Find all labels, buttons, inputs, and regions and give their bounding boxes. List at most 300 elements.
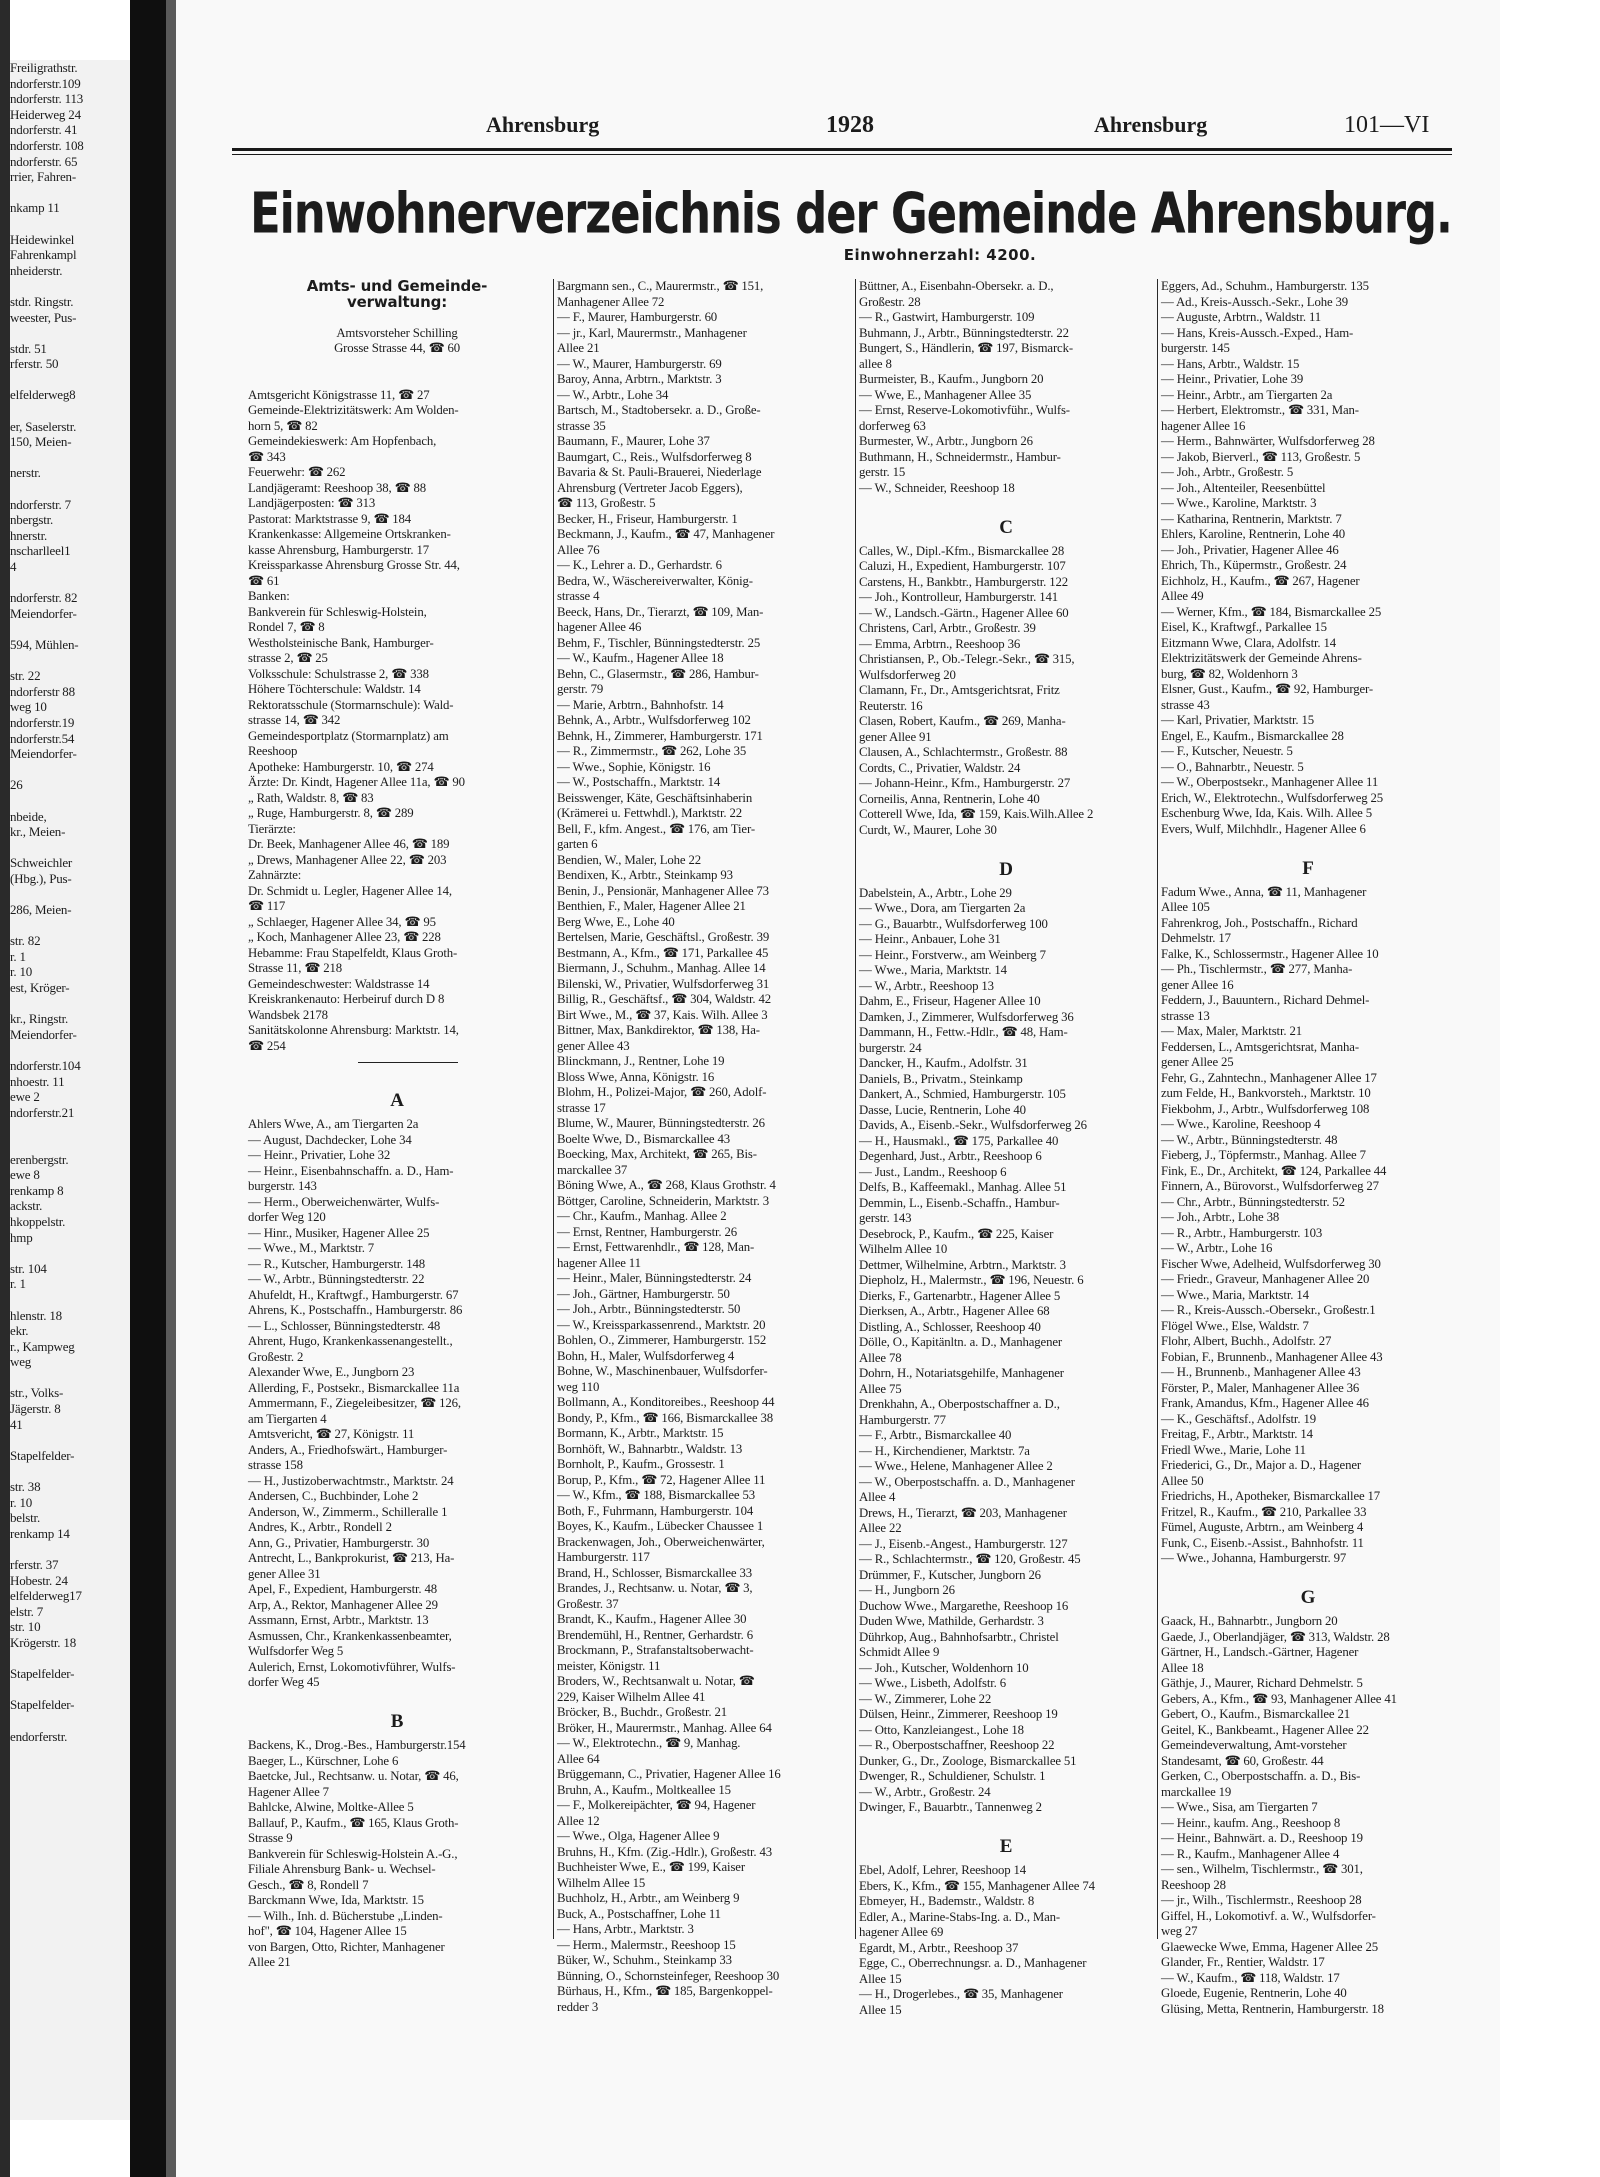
directory-entry-line: Wilhelm Allee 15 — [557, 1875, 646, 1890]
directory-entry-line: — Heinr., Eisenbahnschaffn. a. D., Ham- — [248, 1163, 454, 1178]
directory-entry-line: Buchheister Wwe, E., ☎ 199, Kaiser — [557, 1860, 745, 1874]
directory-entry-line: weg 27 — [1161, 1924, 1198, 1938]
directory-entry-line: Baeger, L., Kürschner, Lohe 6 — [248, 1753, 399, 1768]
directory-entry-line: Westholsteinische Bank, Hamburger- — [248, 635, 434, 650]
directory-entry-line: — W., Kaufm., Hagener Allee 18 — [557, 651, 724, 665]
column-divider — [553, 279, 554, 1939]
alphabet-section-letter: A — [390, 1090, 404, 1111]
directory-column-4 — [1161, 279, 1455, 2016]
directory-entry-line: Büttner, A., Eisenbahn-Obersekr. a. D., — [859, 279, 1054, 293]
directory-entry-line: Ärzte: Dr. Kindt, Hagener Allee 11a, ☎ 90 — [248, 775, 465, 789]
alphabet-section-letter: D — [999, 858, 1013, 880]
facing-page-line: str. 22 — [10, 668, 41, 684]
directory-entry-line: Bornholt, P., Kaufm., Grossestr. 1 — [557, 1457, 725, 1471]
directory-entry-line: Cotterell Wwe, Ida, ☎ 159, Kais.Wilh.Allee 2 — [859, 807, 1094, 821]
directory-entry-line: Hamburgerstr. 77 — [859, 1412, 946, 1427]
facing-page-line: elfelderweg8 — [10, 387, 76, 403]
directory-entry-line: Pastorat: Marktstrasse 9, ☎ 184 — [248, 511, 412, 526]
directory-entry-line: Gaack, H., Bahnarbtr., Jungborn 20 — [1161, 1614, 1338, 1628]
directory-entry-line: Allee 21 — [557, 341, 600, 355]
facing-page-line — [10, 840, 130, 856]
directory-entry-line: Bartsch, M., Stadtobersekr. a. D., Große- — [557, 403, 761, 417]
directory-entry-line: Elsner, Gust., Kaufm., ☎ 92, Hamburger- — [1161, 682, 1374, 696]
facing-page-line: Schweichler — [10, 855, 73, 871]
facing-page-line: Meiendorfer- — [10, 746, 77, 762]
directory-entry-line: Ebel, Adolf, Lehrer, Reeshoop 14 — [859, 1863, 1027, 1877]
directory-entry-line: strasse 35 — [557, 418, 606, 433]
directory-entry-line: Daniels, B., Privatm., Steinkamp — [859, 1071, 1023, 1086]
directory-entry-line: Bormann, K., Arbtr., Marktstr. 15 — [557, 1426, 724, 1440]
header-rule-thin — [232, 154, 1452, 155]
official-line: Amtsvorsteher Schilling — [336, 325, 458, 340]
directory-entry-line: Demmin, L., Eisenb.-Schaffn., Hambur- — [859, 1195, 1060, 1210]
directory-entry-line: — Heinr., Forstverw., am Weinberg 7 — [859, 947, 1046, 962]
directory-entry-line: Apel, F., Expedient, Hamburgerstr. 48 — [248, 1582, 438, 1596]
directory-entry-line: Dierks, F., Gartenarbtr., Hagener Allee 5 — [859, 1288, 1061, 1303]
directory-entry-line: Dührkop, Aug., Bahnhofsarbtr., Christel — [859, 1629, 1059, 1644]
directory-entry-line: Gebert, O., Kaufm., Bismarckallee 21 — [1161, 1707, 1350, 1721]
directory-entry-line: Büker, W., Schuhm., Steinkamp 33 — [557, 1953, 732, 1967]
directory-entry-line: — H., Justizoberwachtmstr., Marktstr. 24 — [248, 1473, 454, 1488]
directory-entry-line: gerstr. 15 — [859, 465, 906, 479]
facing-page-line — [10, 1245, 130, 1261]
facing-page-line — [10, 1651, 130, 1667]
facing-page-line: stdr. 51 — [10, 340, 47, 356]
directory-entry-line: — W., Maurer, Hamburgerstr. 69 — [557, 356, 722, 371]
facing-page-line — [10, 481, 130, 497]
header-year: 1928 — [826, 112, 874, 138]
directory-entry-line: — Wwe, E., Manhagener Allee 35 — [859, 387, 1032, 402]
directory-entry-line: Landjägeramt: Reeshoop 38, ☎ 88 — [248, 480, 426, 495]
directory-entry-line: — H., Jungborn 26 — [859, 1583, 955, 1597]
page-gutter — [0, 0, 10, 2177]
directory-entry-line: Gebers, A., Kfm., ☎ 93, Manhagener Allee 41 — [1161, 1691, 1397, 1706]
directory-entry-line: — Heinr., Anbauer, Lohe 31 — [859, 932, 1001, 946]
directory-entry-line: — W., Kaufm., ☎ 118, Waldstr. 17 — [1161, 1970, 1340, 1985]
facing-page-line: 150, Meien- — [10, 434, 72, 450]
facing-page-line: (Hbg.), Pus- — [10, 870, 72, 886]
directory-entry-line: — Wwe., Karoline, Reeshoop 4 — [1161, 1117, 1321, 1131]
directory-entry-line: Flohr, Albert, Buchh., Adolfstr. 27 — [1161, 1334, 1332, 1348]
directory-entry-line: Alexander Wwe, E., Jungborn 23 — [248, 1365, 415, 1379]
facing-page-line — [10, 372, 130, 388]
directory-entry-line: Kreissparkasse Ahrensburg Grosse Str. 44, — [248, 558, 460, 572]
facing-page-line: str. 38 — [10, 1479, 41, 1495]
directory-entry-line: Christiansen, P., Ob.-Telegr.-Sekr., ☎ 315, — [859, 652, 1075, 666]
facing-page-line — [10, 1432, 130, 1448]
directory-entry-line: — Heinr., Privatier, Lohe 32 — [248, 1148, 391, 1162]
directory-entry-line: Fieberg, J., Töpfermstr., Manhag. Allee 7 — [1161, 1148, 1366, 1162]
directory-column-2 — [557, 279, 851, 2014]
directory-entry-line: Frank, Amandus, Kfm., Hagener Allee 46 — [1161, 1396, 1369, 1410]
directory-entry-line: Allee 22 — [859, 1521, 902, 1535]
facing-page-line — [10, 450, 130, 466]
header-page-number: 101—VI — [1344, 112, 1430, 138]
facing-page-line: ekr. — [10, 1323, 29, 1339]
facing-page-line: hlenstr. 18 — [10, 1307, 62, 1323]
directory-entry-line: Bröcker, B., Buchdr., Großestr. 21 — [557, 1705, 727, 1719]
facing-page-line: Stapelfelder- — [10, 1697, 75, 1713]
directory-entry-line: Gärtner, H., Landsch.-Gärtner, Hagener — [1161, 1645, 1359, 1659]
directory-entry-line: — Ad., Kreis-Aussch.-Sekr., Lohe 39 — [1161, 294, 1349, 309]
directory-entry-line: — R., Zimmermstr., ☎ 262, Lohe 35 — [557, 744, 747, 758]
facing-page-line: nbeide, — [10, 808, 47, 824]
directory-entry-line: Baumgart, C., Reis., Wulfsdorferweg 8 — [557, 449, 752, 464]
directory-entry-line: Strasse 11, ☎ 218 — [248, 961, 342, 975]
directory-entry-line: Baumann, F., Maurer, Lohe 37 — [557, 434, 710, 448]
directory-entry-line: hagener Allee 16 — [1161, 418, 1246, 433]
facing-page-line: Krögerstr. 18 — [10, 1634, 76, 1650]
directory-entry-line: Distling, A., Schlosser, Reeshoop 40 — [859, 1319, 1041, 1334]
directory-entry-line: Allee 4 — [859, 1490, 896, 1504]
directory-entry-line: Eitzmann Wwe, Clara, Adolfstr. 14 — [1161, 635, 1336, 650]
directory-entry-line: „ Ruge, Hamburgerstr. 8, ☎ 289 — [248, 806, 414, 820]
directory-entry-line: Anderson, W., Zimmerm., Schilleralle 1 — [248, 1504, 448, 1519]
facing-page-line — [10, 1541, 130, 1557]
directory-entry-line: Schmidt Allee 9 — [859, 1645, 940, 1659]
directory-entry-line: Biermann, J., Schuhm., Manhag. Allee 14 — [557, 961, 766, 975]
facing-page-line: ewe 8 — [10, 1167, 40, 1183]
directory-entry-line: strasse 43 — [1161, 697, 1210, 712]
directory-entry-line: Allee 18 — [1161, 1660, 1204, 1675]
directory-entry-line: Dunker, G., Dr., Zoologe, Bismarckallee 51 — [859, 1753, 1077, 1768]
directory-entry-line: Bell, F., kfm. Angest., ☎ 176, am Tier- — [557, 821, 755, 836]
directory-entry-line: hagener Allee 46 — [557, 620, 642, 634]
directory-entry-line: Erich, W., Elektrotechn., Wulfsdorferweg 25 — [1161, 790, 1384, 805]
directory-entry-line: Edler, A., Marine-Stabs-Ing. a. D., Man- — [859, 1909, 1061, 1924]
facing-page-line: 594, Mühlen- — [10, 636, 79, 652]
facing-page-line: endorferstr. — [10, 1728, 68, 1744]
directory-entry-line: — J., Eisenb.-Angest., Hamburgerstr. 127 — [859, 1536, 1068, 1551]
directory-entry-line: 229, Kaiser Wilhelm Allee 41 — [557, 1689, 706, 1704]
directory-entry-line: Ahrensburg (Vertreter Jacob Eggers), — [557, 480, 743, 495]
directory-entry-line: — Herm., Malermstr., Reeshoop 15 — [557, 1937, 736, 1952]
facing-page-line: ndorferstr 88 — [10, 683, 75, 699]
directory-entry-line: — Joh., Kutscher, Woldenhorn 10 — [859, 1660, 1029, 1675]
directory-entry-line: — W., Arbtr., Reeshoop 13 — [859, 978, 994, 993]
directory-entry-line: Behnk, H., Zimmerer, Hamburgerstr. 171 — [557, 728, 763, 743]
directory-entry-line: Strasse 9 — [248, 1831, 293, 1845]
directory-entry-line: — Chr., Arbtr., Bünningstedterstr. 52 — [1161, 1194, 1345, 1209]
directory-entry-line: Dwenger, R., Schuldiener, Schulstr. 1 — [859, 1769, 1046, 1783]
directory-entry-line: Carstens, H., Bankbtr., Hamburgerstr. 122 — [859, 574, 1069, 589]
directory-entry-line: Drews, H., Tierarzt, ☎ 203, Manhagener — [859, 1505, 1067, 1520]
directory-entry-line: — R., Arbtr., Hamburgerstr. 103 — [1161, 1225, 1323, 1240]
directory-entry-line: — Chr., Kaufm., Manhag. Allee 2 — [557, 1209, 727, 1223]
directory-entry-line: Ahufeldt, H., Kraftwgf., Hamburgerstr. 67 — [248, 1287, 459, 1302]
directory-entry-line: Bürhaus, H., Kfm., ☎ 185, Bargenkoppel- — [557, 1984, 773, 1998]
directory-entry-line: Bohne, W., Maschinenbauer, Wulfsdorfer- — [557, 1364, 768, 1378]
directory-entry-line: Ehrich, Th., Küpermstr., Großestr. 24 — [1161, 558, 1347, 572]
facing-page-line: nerstr. — [10, 465, 41, 481]
directory-entry-line: Buchholz, H., Arbtr., am Weinberg 9 — [557, 1891, 740, 1905]
directory-entry-line: Ehlers, Karoline, Rentnerin, Lohe 40 — [1161, 527, 1346, 541]
directory-entry-line: Clausen, A., Schlachtermstr., Großestr. 88 — [859, 745, 1068, 759]
directory-entry-line: Baroy, Anna, Arbtrn., Marktstr. 3 — [557, 372, 722, 386]
directory-entry-line: Eschenburg Wwe, Ida, Kais. Wilh. Allee 5 — [1161, 806, 1372, 820]
directory-entry-line: Boecking, Max, Architekt, ☎ 265, Bis- — [557, 1147, 757, 1161]
directory-entry-line: — H., Kirchendiener, Marktstr. 7a — [859, 1443, 1030, 1458]
directory-entry-line: (Krämerei u. Fettwhdl.), Marktstr. 22 — [557, 806, 742, 820]
directory-entry-line: — W., Kfm., ☎ 188, Bismarckallee 53 — [557, 1488, 755, 1502]
directory-entry-line: Both, F., Fuhrmann, Hamburgerstr. 104 — [557, 1503, 754, 1518]
directory-entry-line: Bavaria & St. Pauli-Brauerei, Niederlage — [557, 465, 762, 479]
directory-entry-line: Bargmann sen., C., Maurermstr., ☎ 151, — [557, 279, 764, 293]
header-rule-thick — [232, 148, 1452, 151]
directory-entry-line: — Wwe., M., Marktstr. 7 — [248, 1241, 375, 1255]
directory-entry-line: — H., Hausmakl., ☎ 175, Parkallee 40 — [859, 1133, 1059, 1148]
directory-entry-line: Dettmer, Wilhelmine, Arbtrn., Marktstr. 3 — [859, 1257, 1066, 1272]
directory-entry-line: — W., Schneider, Reeshoop 18 — [859, 480, 1015, 495]
directory-entry-line: — Joh., Arbtr., Bünningstedterstr. 50 — [557, 1302, 741, 1316]
directory-entry-line: Duchow Wwe., Margarethe, Reeshoop 16 — [859, 1598, 1069, 1613]
directory-entry-line: Brüggemann, C., Privatier, Hagener Allee 16 — [557, 1767, 781, 1781]
directory-entry-line: Eichholz, H., Kaufm., ☎ 267, Hagener — [1161, 573, 1360, 588]
facing-page-line: er, Saselerstr. — [10, 418, 77, 434]
directory-entry-line: — Wwe., Helene, Manhagener Allee 2 — [859, 1459, 1053, 1473]
facing-page-line: elfelderweg17 — [10, 1588, 82, 1604]
directory-entry-line: Krankenkasse: Allgemeine Ortskranken- — [248, 527, 451, 541]
facing-page-line: elstr. 7 — [10, 1603, 44, 1619]
facing-page-line — [10, 1292, 130, 1308]
facing-page-line — [10, 1463, 130, 1479]
facing-page-line — [10, 325, 130, 341]
facing-page-line: belstr. — [10, 1510, 41, 1526]
directory-entry-line: Blinckmann, J., Rentner, Lohe 19 — [557, 1054, 725, 1068]
directory-entry-line: — Heinr., Arbtr., am Tiergarten 2a — [1161, 387, 1333, 402]
directory-entry-line: — Ernst, Fettwarenhdlr., ☎ 128, Man- — [557, 1240, 755, 1254]
directory-entry-line: — Hinr., Musiker, Hagener Allee 25 — [248, 1225, 430, 1240]
directory-entry-line: Allee 49 — [1161, 589, 1204, 603]
directory-entry-line: — F., Maurer, Hamburgerstr. 60 — [557, 310, 718, 324]
directory-entry-line: Dr. Beek, Manhagener Allee 46, ☎ 189 — [248, 837, 450, 851]
directory-entry-line: Allee 15 — [859, 2002, 902, 2017]
facing-page-line — [10, 1682, 130, 1698]
directory-entry-line: Allee 21 — [248, 1955, 291, 1969]
directory-entry-line: Fehr, G., Zahntechn., Manhagener Allee 17 — [1161, 1070, 1377, 1085]
directory-entry-line: Fischer Wwe, Adelheid, Wulfsdorferweg 30 — [1161, 1256, 1381, 1271]
directory-entry-line: Tierärzte: — [248, 821, 296, 836]
directory-entry-line: — Joh., Privatier, Hagener Allee 46 — [1161, 542, 1339, 557]
directory-entry-line: — Wwe., Lisbeth, Adolfstr. 6 — [859, 1676, 1006, 1690]
spacer — [248, 372, 546, 388]
facing-page-line: Hobestr. 24 — [10, 1572, 68, 1588]
facing-page-line: est, Kröger- — [10, 980, 70, 996]
facing-page-line: Meiendorfer- — [10, 605, 77, 621]
facing-page-line: ndorferstr. 108 — [10, 137, 84, 153]
directory-entry-line: Hebamme: Frau Stapelfeldt, Klaus Groth- — [248, 945, 458, 960]
facing-page-line: rferstr. 37 — [10, 1557, 59, 1572]
directory-entry-line: Cordts, C., Privatier, Waldstr. 24 — [859, 760, 1021, 775]
directory-entry-line: Bertelsen, Marie, Geschäftsl., Großestr. 39 — [557, 930, 770, 944]
directory-entry-line: Christens, Carl, Arbtr., Großestr. 39 — [859, 621, 1036, 635]
facing-page-line: Heiderweg 24 — [10, 106, 81, 122]
directory-entry-line: — W., Elektrotechn., ☎ 9, Manhag. — [557, 1736, 741, 1750]
directory-entry-line: „ Schlaeger, Hagener Allee 34, ☎ 95 — [248, 914, 436, 929]
facing-page-line: rrier, Fahren- — [10, 169, 76, 185]
directory-entry-line: — Herm., Bahnwärter, Wulfsdorferweg 28 — [1161, 434, 1375, 448]
directory-entry-line: ☎ 117 — [248, 899, 286, 913]
facing-page-line — [10, 918, 130, 934]
directory-entry-line: Bestmann, A., Kfm., ☎ 171, Parkallee 45 — [557, 945, 769, 960]
column-divider — [855, 279, 856, 1939]
directory-entry-line: Freitag, F., Arbtr., Marktstr. 14 — [1161, 1427, 1313, 1441]
directory-entry-line: — Heinr., Bahnwärt. a. D., Reeshoop 19 — [1161, 1831, 1363, 1845]
directory-entry-line: — L., Schlosser, Bünningstedterstr. 48 — [248, 1318, 441, 1333]
directory-entry-line: Filiale Ahrensburg Bank- u. Wechsel- — [248, 1862, 436, 1876]
facing-page-line: erenbergstr. — [10, 1151, 69, 1167]
directory-entry-line: — W., Arbtr., Bünningstedterstr. 22 — [248, 1272, 425, 1286]
directory-entry-line: Allee 75 — [859, 1381, 902, 1396]
directory-entry-line: — W., Oberpostschaffn. a. D., Manhagener — [859, 1474, 1075, 1489]
directory-entry-line: Fahrenkrog, Joh., Postschaffn., Richard — [1161, 915, 1358, 930]
official-line: Grosse Strasse 44, ☎ 60 — [334, 341, 460, 355]
directory-entry-line: Beckmann, J., Kaufm., ☎ 47, Manhagener — [557, 527, 775, 541]
facing-page-fragment — [10, 60, 130, 2120]
facing-page-line: ndorferstr.54 — [10, 730, 75, 746]
page-title: Einwohnerverzeichnis der Gemeinde Ahrensburg. — [250, 180, 1452, 247]
directory-entry-line: allee 8 — [859, 356, 892, 371]
directory-entry-line: Feddersen, L., Amtsgerichtsrat, Manha- — [1161, 1039, 1359, 1054]
facing-page-line: str. 82 — [10, 933, 41, 949]
directory-entry-line: Ann, G., Privatier, Hamburgerstr. 30 — [248, 1535, 430, 1550]
directory-entry-line: Gemeinde-Elektrizitätswerk: Am Wolden- — [248, 403, 459, 417]
directory-entry-line: Anders, A., Friedhofswärt., Hamburger- — [248, 1442, 448, 1457]
facing-page-line: weg 10 — [10, 699, 47, 715]
directory-entry-line: Feuerwehr: ☎ 262 — [248, 465, 346, 479]
directory-entry-line: marckallee 37 — [557, 1162, 628, 1177]
directory-entry-line: marckallee 19 — [1161, 1784, 1232, 1799]
directory-entry-line: — Herbert, Elektromstr., ☎ 331, Man- — [1161, 403, 1359, 417]
directory-entry-line: Wulfsdorferweg 20 — [859, 667, 956, 682]
spacer — [1161, 1567, 1455, 1583]
directory-entry-line: Friedl Wwe., Marie, Lohe 11 — [1161, 1442, 1306, 1457]
directory-entry-line: Wandsbek 2178 — [248, 1007, 328, 1022]
directory-entry-line: Dancker, H., Kaufm., Adolfstr. 31 — [859, 1056, 1028, 1070]
directory-entry-line: gener Allee 25 — [1161, 1055, 1234, 1069]
directory-entry-line: — W., Arbtr., Bünningstedterstr. 48 — [1161, 1132, 1338, 1147]
directory-entry-line: Benthien, F., Maler, Hagener Allee 21 — [557, 899, 746, 913]
directory-entry-line: Hamburgerstr. 117 — [557, 1550, 650, 1564]
facing-page-line: nkamp 11 — [10, 200, 60, 216]
directory-entry-line: Reeshoop — [248, 744, 298, 758]
directory-entry-line: Bendien, W., Maler, Lohe 22 — [557, 852, 701, 867]
directory-entry-line: ☎ 343 — [248, 449, 286, 464]
directory-entry-line: Assmann, Ernst, Arbtr., Marktstr. 13 — [248, 1613, 429, 1627]
directory-entry-line: Bankverein für Schleswig-Holstein, — [248, 604, 427, 619]
directory-entry-line: — W., Arbtr., Lohe 16 — [1161, 1241, 1273, 1255]
facing-page-line — [10, 1713, 130, 1729]
directory-entry-line: Zahnärzte: — [248, 868, 302, 882]
directory-entry-line: Birt Wwe., M., ☎ 37, Kais. Wilh. Allee 3 — [557, 1007, 768, 1022]
alphabet-section-letter: E — [999, 1836, 1013, 1857]
directory-entry-line: meister, Königstr. 11 — [557, 1658, 661, 1673]
directory-entry-line: Diepholz, H., Malermstr., ☎ 196, Neuestr. 6 — [859, 1273, 1084, 1287]
directory-column-1 — [248, 277, 546, 1969]
directory-entry-line: Degenhard, Just., Arbtr., Reeshoop 6 — [859, 1149, 1042, 1163]
directory-entry-line: Bilenski, W., Privatier, Wulfsdorferweg 31 — [557, 976, 770, 991]
directory-entry-line: Fadum Wwe., Anna, ☎ 11, Manhagener — [1161, 884, 1367, 899]
facing-page-line: Meiendorfer- — [10, 1026, 77, 1042]
population-count: Einwohnerzahl: 4200. — [843, 246, 1037, 264]
directory-entry-line: Buck, A., Postschaffner, Lohe 11 — [557, 1906, 721, 1921]
directory-entry-line: gener Allee 16 — [1161, 977, 1234, 992]
directory-entry-line: Dölle, O., Kapitänltn. a. D., Manhagener — [859, 1335, 1062, 1349]
facing-page-line — [10, 1136, 130, 1152]
directory-entry-line: — Auguste, Arbtrn., Waldstr. 11 — [1161, 310, 1321, 324]
directory-entry-line: Aulerich, Ernst, Lokomotivführer, Wulfs- — [248, 1659, 456, 1674]
spacer — [248, 1070, 546, 1086]
directory-entry-line: Allee 12 — [557, 1813, 600, 1828]
directory-entry-line: Bittner, Max, Bankdirektor, ☎ 138, Ha- — [557, 1023, 760, 1037]
facing-page-line: hkoppelstr. — [10, 1213, 66, 1229]
directory-entry-line: ☎ 113, Großestr. 5 — [557, 496, 656, 510]
directory-entry-line: Allee 64 — [557, 1751, 600, 1766]
facing-page-line: nheiderstr. — [10, 262, 63, 278]
facing-page-line: 286, Meien- — [10, 902, 72, 918]
facing-page-line: stdr. Ringstr. — [10, 293, 74, 309]
directory-entry-line: strasse 13 — [1161, 1008, 1210, 1023]
facing-page-line: 26 — [10, 777, 23, 793]
directory-entry-line: Engel, E., Kaufm., Bismarckallee 28 — [1161, 728, 1344, 743]
directory-entry-line: — Werner, Kfm., ☎ 184, Bismarckallee 25 — [1161, 604, 1382, 619]
facing-page-line: ndorferstr.104 — [10, 1058, 81, 1073]
directory-entry-line: — Just., Landm., Reeshoop 6 — [859, 1164, 1007, 1179]
facing-page-line — [10, 762, 130, 778]
directory-entry-line: — Joh., Arbtr., Lohe 38 — [1161, 1210, 1280, 1224]
directory-entry-line: — R., Oberpostschaffner, Reeshoop 22 — [859, 1738, 1055, 1752]
directory-entry-line: Bornhöft, W., Bahnarbtr., Waldstr. 13 — [557, 1441, 743, 1456]
directory-entry-line: Ebers, K., Kfm., ☎ 155, Manhagener Allee 74 — [859, 1878, 1095, 1893]
directory-entry-line: Gemeindeschwester: Waldstrasse 14 — [248, 976, 430, 991]
directory-entry-line: Elektrizitätswerk der Gemeinde Ahrens- — [1161, 651, 1362, 665]
directory-entry-line: — Wilh., Inh. d. Bücherstube „Linden- — [248, 1908, 443, 1923]
facing-page-line: ndorferstr.19 — [10, 714, 75, 730]
directory-entry-line: — Wwe., Maria, Marktstr. 14 — [859, 963, 1007, 977]
directory-entry-line: Dehmelstr. 17 — [1161, 931, 1231, 945]
directory-entry-line: Eggers, Ad., Schuhm., Hamburgerstr. 135 — [1161, 279, 1369, 293]
directory-entry-line: Volksschule: Schulstrasse 2, ☎ 338 — [248, 666, 429, 681]
directory-entry-line: Billig, R., Geschäftsf., ☎ 304, Waldstr. 42 — [557, 992, 772, 1006]
directory-entry-line: Allee 15 — [859, 1971, 902, 1986]
facing-page-line: str., Volks- — [10, 1385, 64, 1401]
facing-page-line: ndorferstr. 113 — [10, 91, 84, 107]
directory-entry-line: — sen., Wilhelm, Tischlermstr., ☎ 301, — [1161, 1862, 1363, 1876]
directory-entry-line: — W., Arbtr., Lohe 34 — [557, 387, 669, 402]
directory-entry-line: Allee 76 — [557, 542, 600, 557]
directory-entry-line: Borup, P., Kfm., ☎ 72, Hagener Allee 11 — [557, 1472, 766, 1487]
directory-entry-line: Behn, C., Glasermstr., ☎ 286, Hambur- — [557, 666, 759, 681]
facing-page-line: Stapelfelder- — [10, 1447, 75, 1463]
facing-page-line: Jägerstr. 8 — [10, 1401, 61, 1417]
directory-entry-line: Berg Wwe, E., Lohe 40 — [557, 914, 675, 929]
directory-entry-line: hof", ☎ 104, Hagener Allee 15 — [248, 1924, 407, 1938]
directory-entry-line: Ballauf, P., Kaufm., ☎ 165, Klaus Groth- — [248, 1815, 459, 1830]
directory-entry-line: Gesch., ☎ 8, Rondell 7 — [248, 1877, 369, 1892]
column-divider — [1157, 279, 1158, 1939]
facing-page-line — [10, 403, 130, 419]
facing-page-line: weester, Pus- — [10, 309, 77, 325]
directory-entry-line: — H., Brunnenb., Manhagener Allee 43 — [1161, 1365, 1361, 1379]
directory-entry-line: „ Koch, Manhagener Allee 23, ☎ 228 — [248, 930, 441, 944]
facing-page-line: str. 104 — [10, 1260, 47, 1276]
facing-page-line: Heidewinkel — [10, 231, 75, 247]
directory-entry-line: Dierksen, A., Arbtr., Hagener Allee 68 — [859, 1304, 1050, 1318]
book-spine-edge — [166, 0, 176, 2177]
directory-entry-line: — W., Postschaffn., Marktstr. 14 — [557, 775, 721, 789]
directory-entry-line: Bruhn, A., Kaufm., Moltkeallee 15 — [557, 1782, 731, 1797]
directory-entry-line: Fobian, F., Brunnenb., Manhagener Allee 43 — [1161, 1349, 1383, 1364]
